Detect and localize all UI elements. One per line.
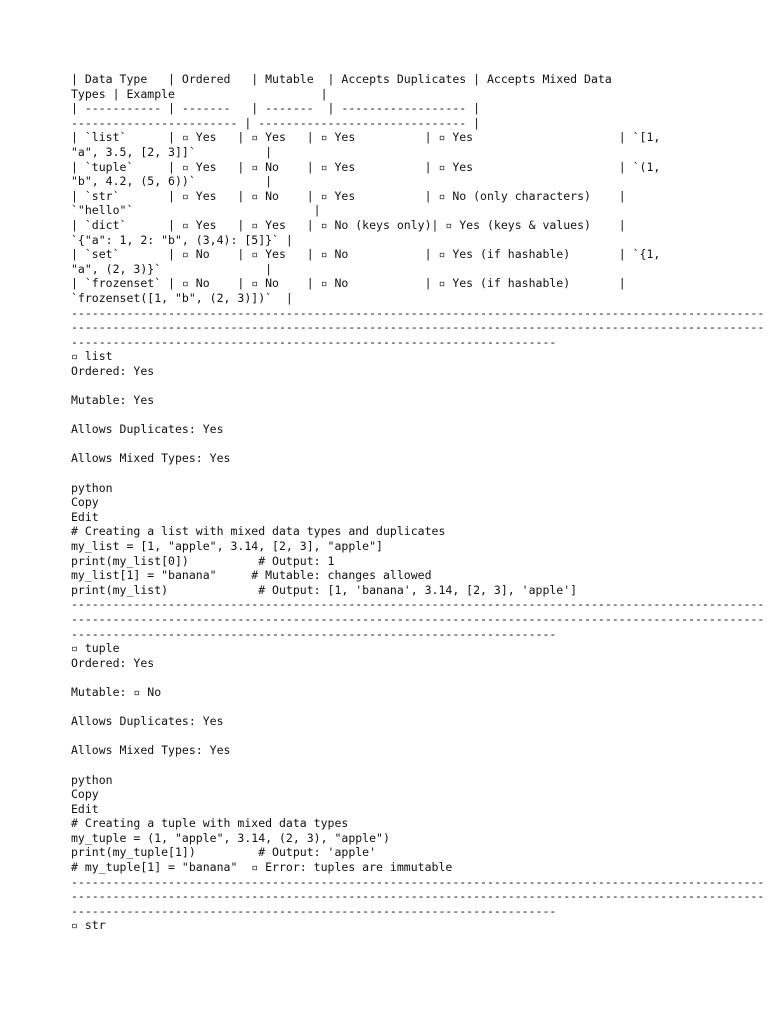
divider-line: ---------------------------------------------------------------------- <box>71 334 557 349</box>
text-line <box>71 700 764 715</box>
text-line: "a", (2, 3)}` | <box>71 261 273 276</box>
divider-line: ---------------------------------------------------------------------- <box>71 626 557 641</box>
text-line: print(my_tuple[1]) # Output: 'apple' <box>71 845 377 860</box>
text-line: Types | Example | <box>71 86 328 101</box>
divider-line: ---------------------------------------------------------------------------------------------------- <box>71 889 764 904</box>
text-line: | `set` | ▫ No | ▫ Yes | ▫ No | ▫ Yes (if hashable) | `{1, <box>71 247 661 262</box>
text-line: `{"a": 1, 2: "b", (3,4): [5]}` | <box>71 232 293 247</box>
text-line: print(my_list) # Output: [1, 'banana', 3.14, [2, 3], 'apple'] <box>71 582 578 597</box>
text-line: Copy <box>71 787 99 802</box>
text-line: | ----------- | ------- | ------- | ------------------ | <box>71 101 481 116</box>
text-line <box>71 758 764 773</box>
text-line: my_tuple = (1, "apple", 3.14, (2, 3), "apple") <box>71 830 390 845</box>
text-line: Mutable: ▫ No <box>71 684 162 699</box>
text-line <box>71 378 764 393</box>
divider-line: ---------------------------------------------------------------------------------------------------- <box>71 874 764 889</box>
text-line: Allows Duplicates: Yes <box>71 714 224 729</box>
text-line: Ordered: Yes <box>71 363 155 378</box>
text-line: Allows Mixed Types: Yes <box>71 451 231 466</box>
text-line: ▫ tuple <box>71 641 120 656</box>
text-line: python <box>71 772 113 787</box>
text-line: Allows Mixed Types: Yes <box>71 743 231 758</box>
text-line: print(my_list[0]) # Output: 1 <box>71 553 335 568</box>
divider-line: ---------------------------------------------------------------------------------------------------- <box>71 320 764 335</box>
divider-line: ------------------------ | ------------------------------ | <box>71 115 481 130</box>
text-line: "b", 4.2, (5, 6))` | <box>71 174 273 189</box>
text-line <box>71 670 764 685</box>
text-line: `"hello"` | <box>71 203 321 218</box>
divider-line: ---------------------------------------------------------------------- <box>71 903 557 918</box>
text-line: my_list = [1, "apple", 3.14, [2, 3], "apple"] <box>71 539 383 553</box>
text-line: Mutable: Yes <box>71 393 155 408</box>
text-line <box>71 729 764 744</box>
divider-line: ---------------------------------------------------------------------------------------------------- <box>71 597 764 612</box>
text-line: ▫ list <box>71 349 113 364</box>
text-line: Allows Duplicates: Yes <box>71 422 224 437</box>
text-line: # Creating a list with mixed data types and duplicates <box>71 524 446 539</box>
text-line: | `frozenset` | ▫ No | ▫ No | ▫ No | ▫ Yes (if hashable) | <box>71 276 626 291</box>
text-line: `frozenset([1, "b", (2, 3)])` | <box>71 290 293 305</box>
document-text <box>71 72 764 933</box>
text-line: | Data Type | Ordered | Mutable | Accepts Duplicates | Accepts Mixed Data <box>71 72 612 86</box>
text-line: | `list` | ▫ Yes | ▫ Yes | ▫ Yes | ▫ Yes | `[1, <box>71 130 661 145</box>
text-line: "a", 3.5, [2, 3]]` | <box>71 144 273 159</box>
text-line: python <box>71 480 113 495</box>
text-line: | `dict` | ▫ Yes | ▫ Yes | ▫ No (keys only)| ▫ Yes (keys & values) | <box>71 217 626 232</box>
text-line: my_list[1] = "banana" # Mutable: changes allowed <box>71 568 432 583</box>
text-line <box>71 437 764 452</box>
text-line: ▫ str <box>71 918 106 933</box>
text-line: | `tuple` | ▫ Yes | ▫ No | ▫ Yes | ▫ Yes | `(1, <box>71 159 661 174</box>
text-line <box>71 408 764 423</box>
text-line: | `str` | ▫ Yes | ▫ No | ▫ Yes | ▫ No (only characters) | <box>71 188 626 203</box>
text-line: # Creating a tuple with mixed data types <box>71 816 349 831</box>
divider-line: ---------------------------------------------------------------------------------------------------- <box>71 305 764 320</box>
text-line: Edit <box>71 801 99 816</box>
text-line <box>71 466 764 481</box>
text-line: Ordered: Yes <box>71 655 155 670</box>
text-line: Copy <box>71 495 99 510</box>
divider-line: ---------------------------------------------------------------------------------------------------- <box>71 611 764 626</box>
text-line: Edit <box>71 509 99 524</box>
text-line: # my_tuple[1] = "banana" ▫ Error: tuples are immutable <box>71 860 453 875</box>
